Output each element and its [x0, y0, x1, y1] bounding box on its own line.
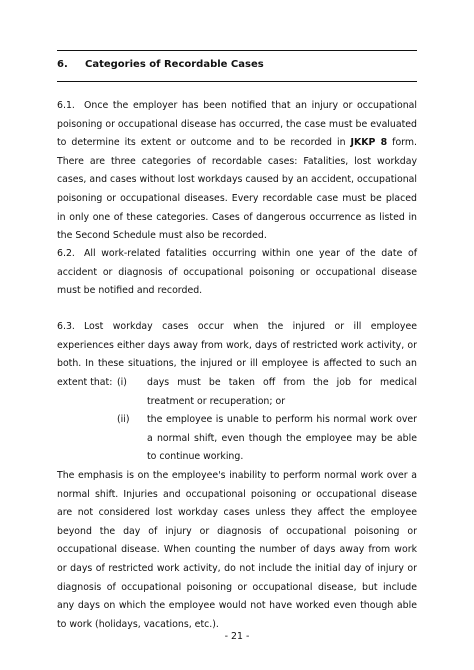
- section-heading: [57, 58, 417, 72]
- list-item-text: days must be taken off from the job for medical treatment or recuperation; or: [147, 377, 417, 407]
- page-number: - 21 -: [224, 631, 250, 642]
- paragraph-number: 6.2.: [57, 248, 75, 259]
- emphasis-paragraph: [57, 467, 417, 634]
- lost-workday-conditions-list: [117, 374, 417, 467]
- heading-bottom-rule: [57, 81, 417, 82]
- paragraph-number: 6.3.: [57, 321, 75, 332]
- paragraph-number: 6.1.: [57, 100, 75, 111]
- paragraph-text: Lost workday cases occur when the injured or ill employee experiences either days away from work, days of restricted work activity, or both. In these situations, the injured or ill employee is affected to such an extent that:: [57, 321, 417, 388]
- list-item: [117, 411, 417, 467]
- heading-top-rule: [57, 50, 417, 51]
- list-marker: (ii): [117, 414, 130, 426]
- form-name: JKKP 8: [350, 137, 388, 149]
- list-marker: (i): [117, 377, 127, 388]
- paragraph-6-2: [57, 245, 417, 301]
- section-number: 6.: [57, 59, 68, 70]
- section-title: Categories of Recordable Cases: [85, 59, 264, 70]
- paragraph-6-1: [57, 97, 417, 246]
- paragraph-text: The emphasis is on the employee's inability to perform normal work over a normal shift. Injuries and occupational poisoning or occupational disease are not considered lost workday cases unless they affect the employee beyond the day of injury or diagnosis of occupational poisoning or occupational disease. When counting the number of days away from work or days of restricted work activity, do not include the initial day of injury or diagnosis of occupational poisoning or occupational disease, but include any days on which the employee would not have worked even though able to work (holidays, vacations, etc.).: [57, 470, 417, 630]
- list-item: [117, 374, 417, 411]
- paragraph-text-part-1: Once the employer has been notified that an injury or occupational poisoning or occupational disease has occurred, the case must be evaluated to determine its extent or outcome and to be recorded in: [57, 100, 417, 149]
- list-item-text: the employee is unable to perform his normal work over a normal shift, even though the employee may be able to continue working.: [147, 414, 417, 463]
- paragraph-text-part-2: form. There are three categories of recordable cases: Fatalities, lost workday cases, and cases without lost workdays caused by an accident, occupational poisoning or occupational diseases. Every recordable case must be placed in only one of these categories. Cases of dangerous occurrence as listed in the Second Schedule must also be recorded.: [57, 137, 417, 242]
- paragraph-text: All work-related fatalities occurring within one year of the date of accident or diagnosis of occupational poisoning or occupational disease must be notified and recorded.: [57, 248, 417, 297]
